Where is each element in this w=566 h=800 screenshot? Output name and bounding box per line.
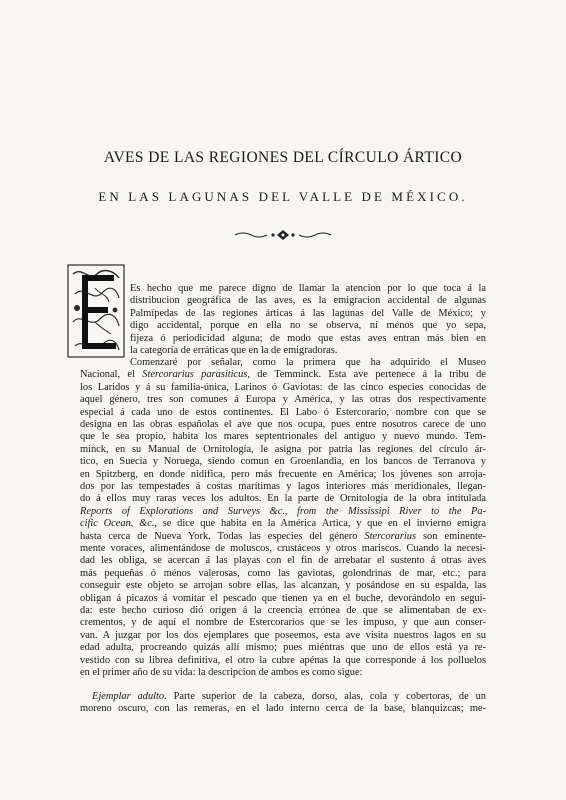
chapter-subtitle: EN LAS LAGUNAS DEL VALLE DE MÉXICO. bbox=[98, 189, 468, 204]
text-line bbox=[80, 394, 486, 406]
text-run: minck, en su Manual de Ornitología, le asigna por patria las regiones del círculo ár- bbox=[80, 443, 486, 455]
text-run: crementos, y de aquí el nombre de Estercorarios que se les impuso, y que aun conser- bbox=[80, 617, 486, 629]
text-line bbox=[130, 295, 486, 307]
text-run: conseguir este objeto se arrojan sobre ellas, las alcanzan, y posándose en su espalda, las bbox=[80, 580, 486, 592]
text-run: do á ellos muy raras veces los adultos. En la parte de Ornitología de la obra intitulada bbox=[80, 493, 486, 505]
text-run: digo accidental, porque en ella no se observa, ni ménos que yo sepa, bbox=[130, 320, 486, 332]
text-line bbox=[80, 630, 486, 642]
text-line bbox=[80, 580, 486, 592]
chapter-title: AVES DE LAS REGIONES DEL CÍRCULO ÁRTICO bbox=[103, 149, 463, 166]
text-line bbox=[80, 518, 486, 530]
text-run: especial á cada uno de estos continentes. El Labo ó Estercorario, nombre con que se bbox=[80, 406, 486, 418]
text-run: vestido con su librea definitiva, el otro la cubre apénas la que corresponde á los polluelos bbox=[80, 654, 486, 666]
text-line bbox=[130, 320, 486, 332]
text-run: dad les obliga, se acercan á las playas con el fin de arrebatar el sustento á otras aves bbox=[80, 555, 486, 567]
text-run: Nacional, el bbox=[80, 369, 143, 381]
text-line bbox=[130, 283, 486, 295]
text-run: van. A juzgar por los dos ejemplares que poseemos, esta ave visita nuestros lagos en su bbox=[80, 629, 486, 641]
text-line bbox=[80, 531, 486, 543]
italic-text-run: Stercorarius bbox=[364, 530, 416, 542]
text-line bbox=[80, 444, 486, 456]
text-run: Parte superior de la cabeza, dorso, alas, cola y cobertoras, de un bbox=[166, 691, 486, 702]
text-line bbox=[80, 431, 486, 443]
text-run: tico, en Suecia y Noruega, siendo comun en Groenlandia, en los bancos de Terranova y bbox=[80, 456, 486, 468]
text-line bbox=[130, 333, 486, 345]
text-run: edad adulta, procreando quizás allí mismo; pues miéntras que uno de ellos está ya re- bbox=[80, 642, 486, 654]
text-run: moreno oscuro, con las remeras, en el lado interno cerca de la base, blanquizcas; me- bbox=[80, 703, 486, 715]
text-line bbox=[92, 691, 486, 703]
text-line bbox=[80, 655, 486, 667]
text-line bbox=[80, 605, 486, 617]
text-line bbox=[80, 493, 486, 505]
text-line bbox=[130, 345, 486, 357]
text-line bbox=[80, 543, 486, 555]
text-run: Comenzaré por señalar, como la primera que ha adquirido el Museo bbox=[130, 357, 486, 368]
text-line bbox=[80, 456, 486, 468]
text-run: en Spitzberg, en donde nidifica, pero más frecuente en América; los jóvenes son arroja- bbox=[80, 468, 486, 480]
text-line bbox=[80, 419, 486, 431]
text-line bbox=[80, 617, 486, 629]
text-run: dos por las tempestades á costas marítimas y lagos interiores más meridionales, llegan- bbox=[80, 481, 486, 492]
text-line bbox=[130, 357, 486, 369]
italic-text-run: cific Ocean, &c. bbox=[80, 518, 155, 530]
text-run: designa en las obras españolas el ave que nos ocupa, pues entre nosotros carece de uno bbox=[80, 419, 486, 430]
text-line bbox=[80, 667, 486, 679]
text-run: Palmípedas de las regiones árticas á las lagunas del Valle de México; y bbox=[130, 307, 486, 319]
text-run: da: este hecho curioso dió orígen á la creencia errónea de que se alimentaban de ex- bbox=[80, 605, 486, 616]
text-line bbox=[80, 382, 486, 394]
text-run: obligan á picazos á vomitar el pescado que tienen ya en el buche, devorándolo en segui- bbox=[80, 592, 486, 604]
text-line bbox=[80, 481, 486, 493]
text-line bbox=[80, 369, 486, 381]
italic-text-run: Ejemplar adulto. bbox=[92, 691, 167, 702]
text-run: fijeza ó periodicidad alguna; de modo que estas aves entran más bien en bbox=[130, 332, 486, 344]
text-run: más pequeñas ó ménos valerosas, como las gaviotas, golondrinas de mar, etc.; para bbox=[80, 567, 486, 579]
text-run: los Laridos y á su familia-única, Larinos ó Gaviotas: de las cinco especies conocidas de bbox=[80, 381, 486, 393]
italic-text-run: Stercorarius parasiticus bbox=[142, 369, 248, 381]
italic-text-run: Reports of Explorations and Surveys &c., from the Mississipi River to the Pa- bbox=[80, 505, 486, 517]
text-line bbox=[80, 555, 486, 567]
text-run: mente voraces, alimentándose de moluscos, crustáceos y otros mariscos. Cuando la necesi- bbox=[80, 543, 486, 554]
text-line bbox=[80, 593, 486, 605]
text-run: , de Temminck. Esta ave pertenece á la tribu de bbox=[247, 369, 486, 381]
text-line bbox=[130, 308, 486, 320]
text-line bbox=[80, 568, 486, 580]
text-line bbox=[80, 407, 486, 419]
text-run: hasta cerca de Nueva York. Todas las especies del género bbox=[80, 530, 365, 542]
text-run: que le sea propio, habita los mares septentrionales del antiguo y nuevo mundo. Tem- bbox=[80, 431, 486, 443]
text-run: Es hecho que me parece digno de llamar la atencion por lo que toca á la bbox=[130, 283, 486, 294]
text-run: en el primer año de su vida: la descripcion de ambos es como sigue: bbox=[80, 667, 363, 678]
text-run: distribucion geográfica de las aves, es la emigracion accidental de algunas bbox=[130, 295, 486, 307]
text-run: aquel género, tres son comunes á Europa y América, y las otras dos respectivamente bbox=[80, 394, 486, 406]
text-line bbox=[80, 469, 486, 481]
text-line bbox=[80, 506, 486, 518]
text-run: la categoría de erráticas que en la de emigradoras. bbox=[130, 345, 338, 356]
text-line bbox=[80, 642, 486, 654]
text-run: son eminente- bbox=[416, 530, 486, 542]
text-run: , se dice que habita en la América Ártica, y que en el invierno emigra bbox=[154, 518, 486, 530]
text-line bbox=[80, 703, 486, 715]
